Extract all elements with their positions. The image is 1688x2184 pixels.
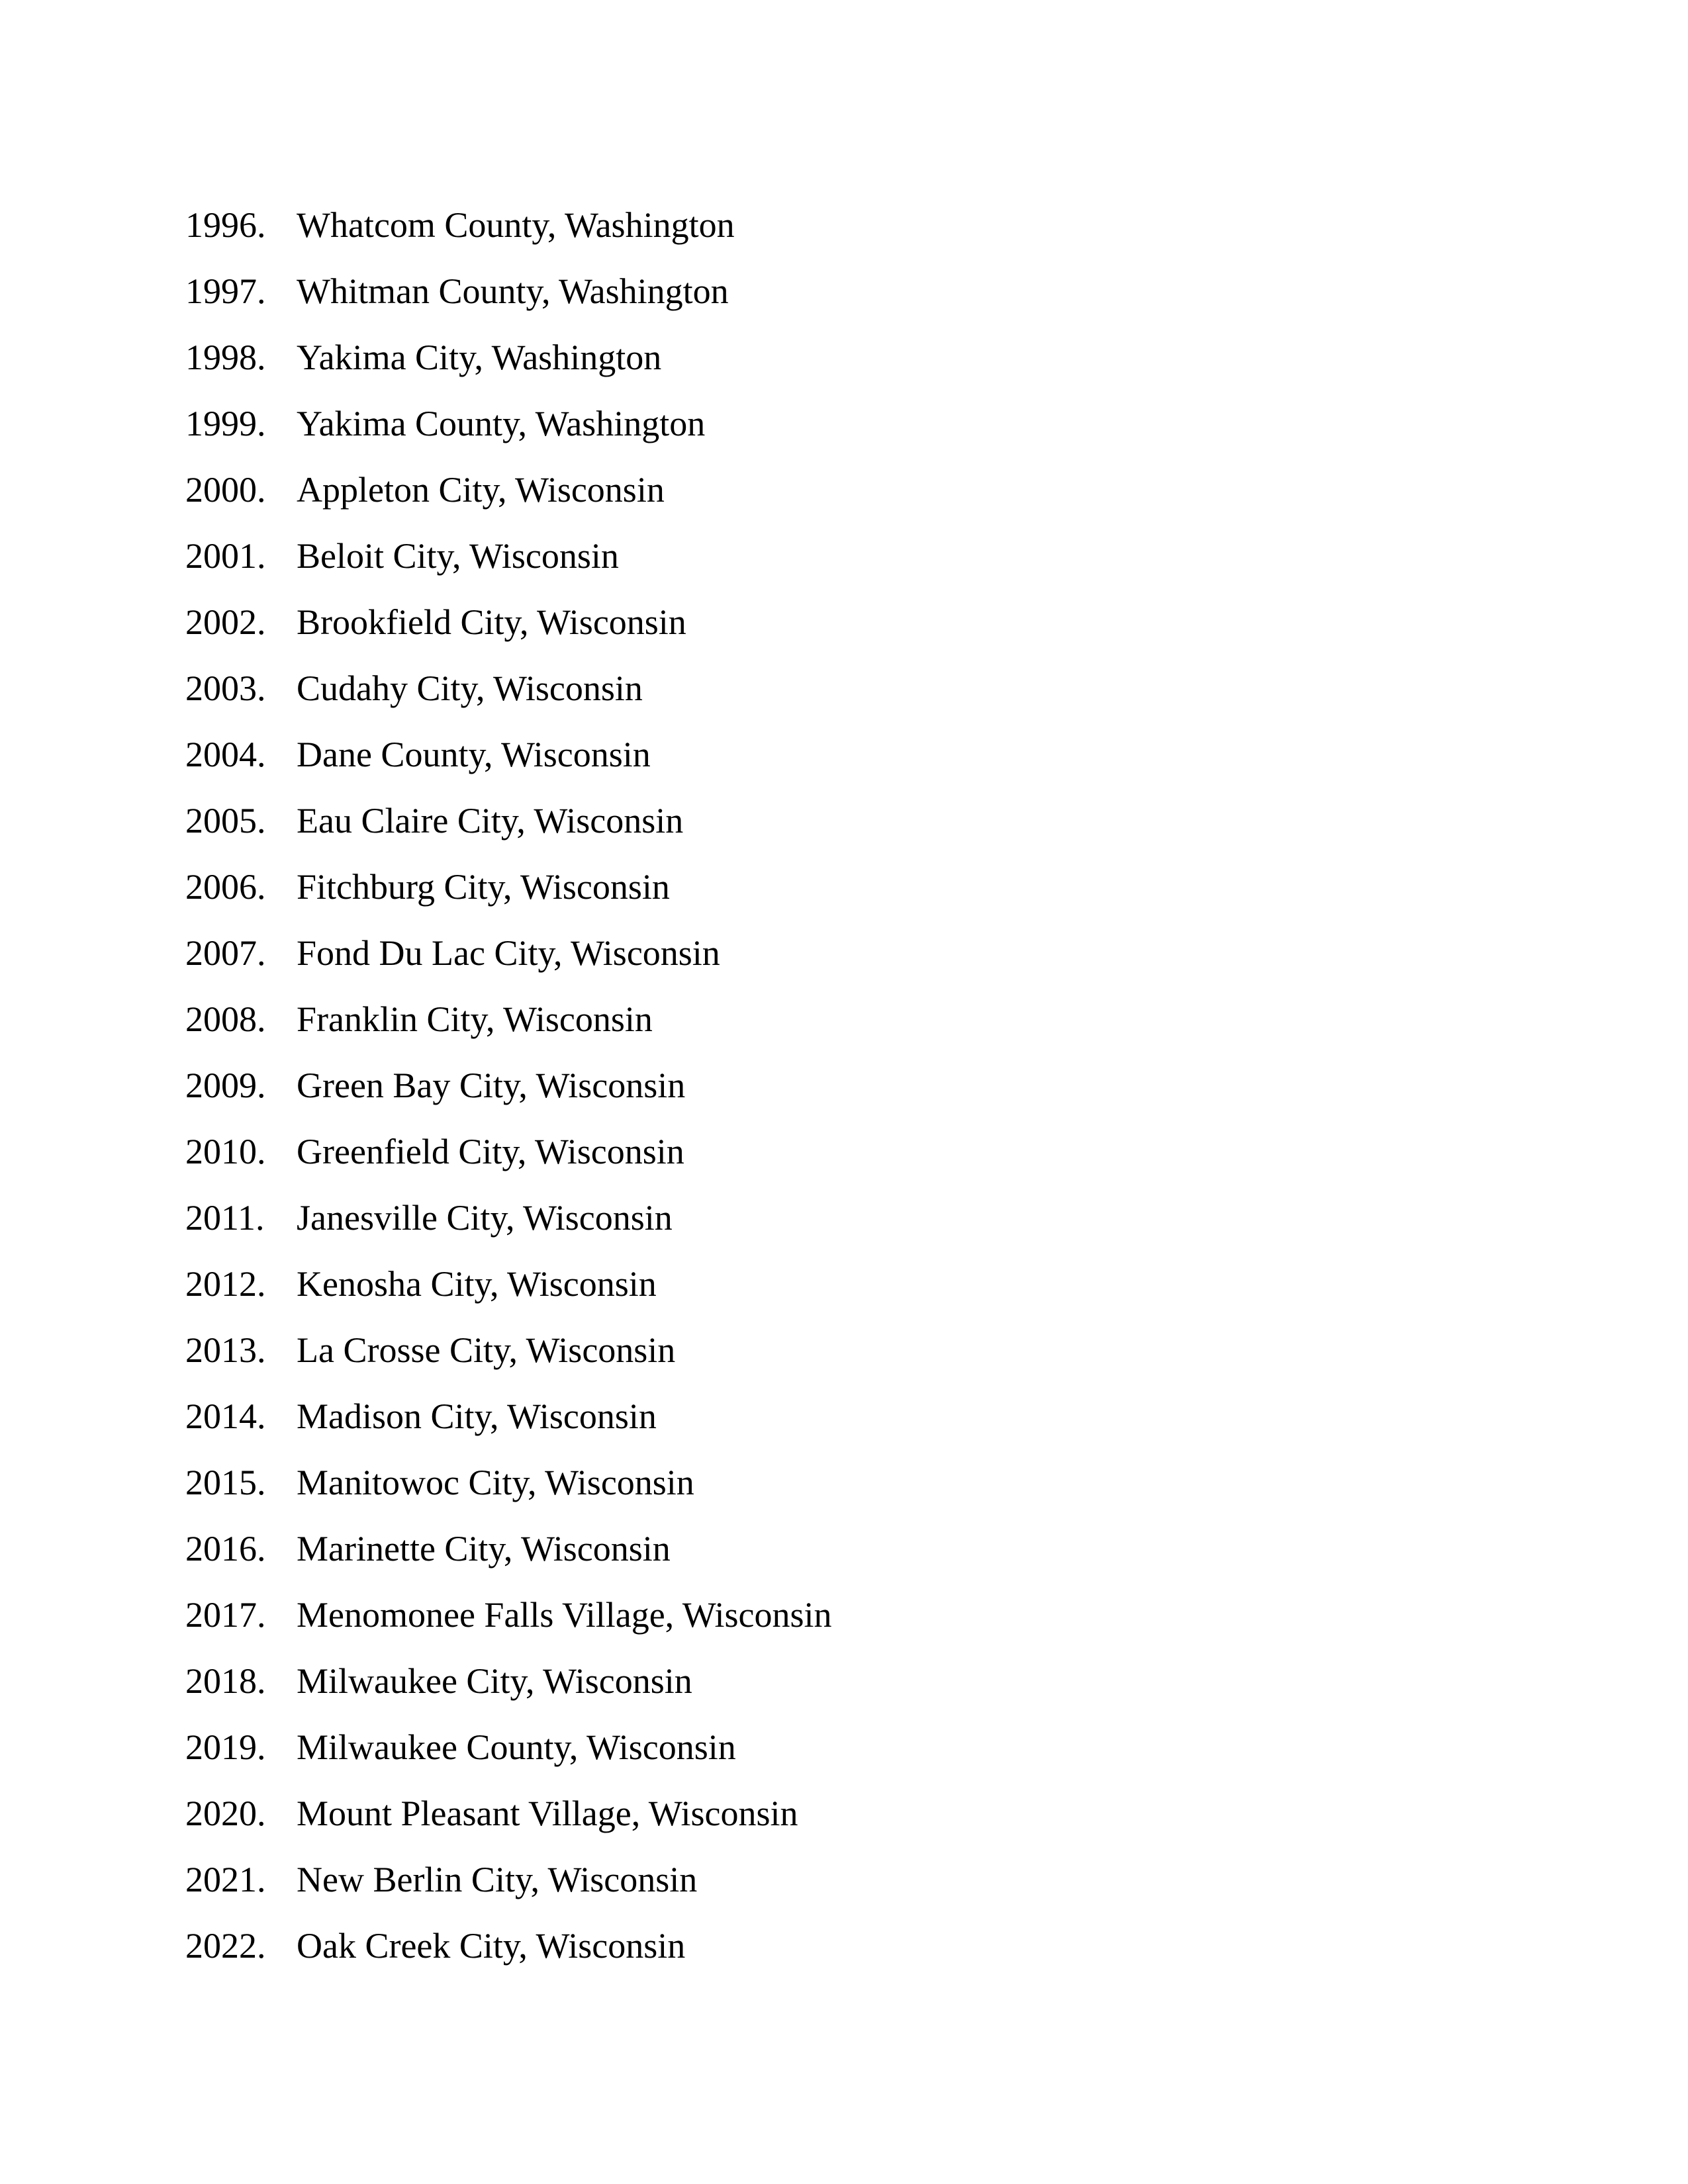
item-text: Greenfield City, Wisconsin <box>297 1132 684 1171</box>
item-text: Fitchburg City, Wisconsin <box>297 867 670 907</box>
item-number: 1997. <box>185 271 266 311</box>
item-text: Madison City, Wisconsin <box>297 1396 657 1436</box>
list-item <box>185 258 832 324</box>
item-number: 2007. <box>185 933 266 973</box>
list-item <box>185 1913 832 1979</box>
item-number: 2010. <box>185 1132 266 1171</box>
item-text: Yakima City, Washington <box>297 338 662 377</box>
item-number: 2014. <box>185 1396 266 1436</box>
item-text: Appleton City, Wisconsin <box>297 470 665 510</box>
list-item <box>185 1317 832 1383</box>
list-item <box>185 324 832 390</box>
item-number: 2006. <box>185 867 266 907</box>
list-item <box>185 1780 832 1846</box>
list-item <box>185 1714 832 1780</box>
list-item <box>185 1383 832 1449</box>
item-text: Beloit City, Wisconsin <box>297 536 619 576</box>
item-number: 2020. <box>185 1794 266 1833</box>
item-number: 1998. <box>185 338 266 377</box>
item-number: 1996. <box>185 205 266 245</box>
list-item <box>185 1582 832 1648</box>
item-number: 2015. <box>185 1463 266 1502</box>
list-item <box>185 1449 832 1516</box>
item-number: 2002. <box>185 602 266 642</box>
list-item <box>185 1118 832 1185</box>
item-text: La Crosse City, Wisconsin <box>297 1330 676 1370</box>
item-text: Manitowoc City, Wisconsin <box>297 1463 694 1502</box>
item-text: Brookfield City, Wisconsin <box>297 602 686 642</box>
list-item <box>185 523 832 589</box>
item-text: Janesville City, Wisconsin <box>297 1198 673 1238</box>
item-number: 1999. <box>185 404 266 443</box>
item-text: Fond Du Lac City, Wisconsin <box>297 933 720 973</box>
list-item <box>185 457 832 523</box>
list-item <box>185 1846 832 1913</box>
item-text: Dane County, Wisconsin <box>297 735 651 774</box>
item-number: 2001. <box>185 536 266 576</box>
item-number: 2013. <box>185 1330 266 1370</box>
list-item <box>185 192 832 258</box>
list-item <box>185 854 832 920</box>
list-item <box>185 721 832 788</box>
item-number: 2018. <box>185 1661 266 1701</box>
list-item <box>185 390 832 457</box>
item-text: Whitman County, Washington <box>297 271 729 311</box>
list-item <box>185 788 832 854</box>
list-item <box>185 589 832 655</box>
list-item <box>185 1052 832 1118</box>
list-item <box>185 1516 832 1582</box>
item-number: 2019. <box>185 1727 266 1767</box>
item-number: 2021. <box>185 1860 266 1899</box>
item-text: Eau Claire City, Wisconsin <box>297 801 684 841</box>
list-item <box>185 920 832 986</box>
item-text: Kenosha City, Wisconsin <box>297 1264 657 1304</box>
item-text: Oak Creek City, Wisconsin <box>297 1926 686 1966</box>
item-text: Marinette City, Wisconsin <box>297 1529 671 1569</box>
item-number: 2016. <box>185 1529 266 1569</box>
list-item <box>185 986 832 1052</box>
list-item <box>185 1648 832 1714</box>
item-text: Yakima County, Washington <box>297 404 706 443</box>
item-text: Milwaukee City, Wisconsin <box>297 1661 692 1701</box>
list-item <box>185 1251 832 1317</box>
item-number: 2009. <box>185 1066 266 1105</box>
item-text: Milwaukee County, Wisconsin <box>297 1727 736 1767</box>
item-text: Menomonee Falls Village, Wisconsin <box>297 1595 832 1635</box>
list-item <box>185 1185 832 1251</box>
item-text: Cudahy City, Wisconsin <box>297 668 643 708</box>
item-number: 2022. <box>185 1926 266 1966</box>
item-number: 2003. <box>185 668 266 708</box>
item-text: Franklin City, Wisconsin <box>297 999 653 1039</box>
jurisdiction-list <box>185 192 832 1979</box>
item-number: 2000. <box>185 470 266 510</box>
item-text: Green Bay City, Wisconsin <box>297 1066 686 1105</box>
item-text: Mount Pleasant Village, Wisconsin <box>297 1794 798 1833</box>
item-number: 2017. <box>185 1595 266 1635</box>
item-text: New Berlin City, Wisconsin <box>297 1860 698 1899</box>
item-number: 2008. <box>185 999 266 1039</box>
list-item <box>185 655 832 721</box>
item-number: 2012. <box>185 1264 266 1304</box>
item-number: 2004. <box>185 735 266 774</box>
item-text: Whatcom County, Washington <box>297 205 735 245</box>
item-number: 2011. <box>185 1198 265 1238</box>
item-number: 2005. <box>185 801 266 841</box>
